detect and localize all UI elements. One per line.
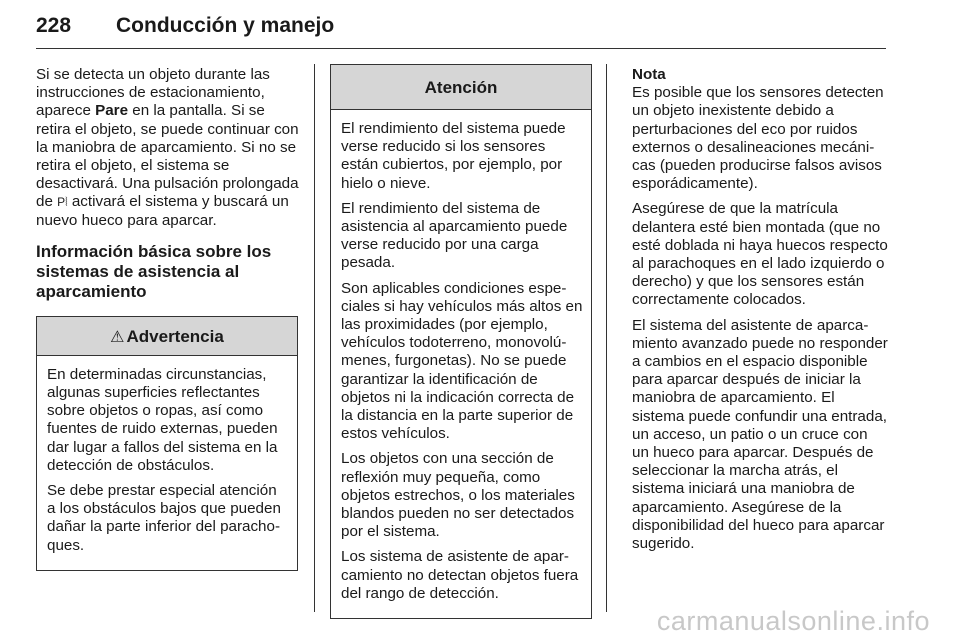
attention-paragraph: Son aplicables condiciones especiales si hay vehículos más altos en las proximidades (por ejemplo, vehículos todoterreno, monovolúmenes, furgonetas). No se puede garantizar la identificación de objetos ni la indicación correcta de la distancia en la parte superior de estos vehículos. <box>341 279 583 443</box>
page-header <box>36 8 886 49</box>
warning-box <box>36 316 298 571</box>
column-divider-left <box>314 64 315 612</box>
note-paragraph: Asegúrese de que la matrícula delantera esté bien montada (que no esté doblada ni haya huecos respecto al parachoques en el lado izquierdo o derecho) y que los sensores están correctamente colocados. <box>632 200 888 309</box>
page-number: 228 <box>36 14 72 37</box>
warning-paragraph: Se debe prestar especial atención a los obstáculos bajos que pueden dañar la parte inferior del parachoques. <box>47 482 281 554</box>
warning-paragraph: En determinadas circunstancias, algunas superficies reflectantes sobre objetos o ropas, así como fuentes de ruido externas, pueden dar lugar a fallos del sistema en la detección de obstáculos. <box>47 365 278 474</box>
pare-keyword: Pare <box>95 102 129 120</box>
note-paragraph: El sistema del asistente de aparcamiento avanzado puede no responder a cambios en el espacio disponible para aparcar después de iniciar la maniobra de aparcamiento. El sistema puede confundir una entrada, un acceso, un patio o un cruce con un hueco para aparcar. Después de seleccionar la marcha atrás, el sistema iniciará una maniobra de aparcamiento. Asegúrese de la disponibilidad del hueco para aparcar sugerido. <box>632 316 888 553</box>
park-assist-icon: P⦚ <box>57 195 68 210</box>
warning-title: Advertencia <box>126 326 224 346</box>
right-column <box>632 66 888 560</box>
attention-paragraph: Los objetos con una sección de reflexión muy pequeña, como objetos estrechos, o los materiales blandos pueden no ser detectados por el sistema. <box>341 450 575 541</box>
attention-paragraph: Los sistema de asistente de aparcamiento no detectan objetos fuera del rango de detección. <box>341 548 579 602</box>
attention-title: Atención <box>331 65 591 110</box>
left-column <box>36 66 302 571</box>
chapter-title: Conducción y manejo <box>116 14 335 37</box>
note-title: Nota <box>632 66 666 83</box>
warning-box-header <box>37 317 297 356</box>
intro-paragraph: Si se detecta un objeto durante las instrucciones de estacionamiento, aparece Pare en la pantalla. Si se retira el objeto, se puede continuar con la maniobra de aparcamiento. Si no se retira el objeto, el sistema se desactivará. Una pulsación prolongada de P⦚ activará el sistema y buscará un nuevo hueco para aparcar. <box>36 66 299 229</box>
attention-box <box>330 64 592 619</box>
attention-paragraph: El rendimiento del sistema de asistencia al aparcamiento puede verse reducido por una carga pesada. <box>341 199 568 272</box>
section-heading: Información básica sobre los sistemas de asistencia al aparcamiento <box>36 241 272 301</box>
site-watermark: carmanualsonline.info <box>656 606 930 636</box>
warning-triangle-icon: ⚠ <box>110 328 125 346</box>
note-paragraph: Nota Es posible que los sensores detecten un objeto inexistente debido a perturbaciones del eco por ruidos externos o desalineaciones mecánicas (pueden producirse falsos avisos esporádicamente). <box>632 66 888 193</box>
attention-box-body <box>331 110 591 618</box>
column-divider-right <box>606 64 607 612</box>
warning-box-body <box>37 356 297 570</box>
attention-paragraph: El rendimiento del sistema puede verse reducido si los sensores están cubiertos, por ejemplo, por hielo o nieve. <box>341 120 566 192</box>
